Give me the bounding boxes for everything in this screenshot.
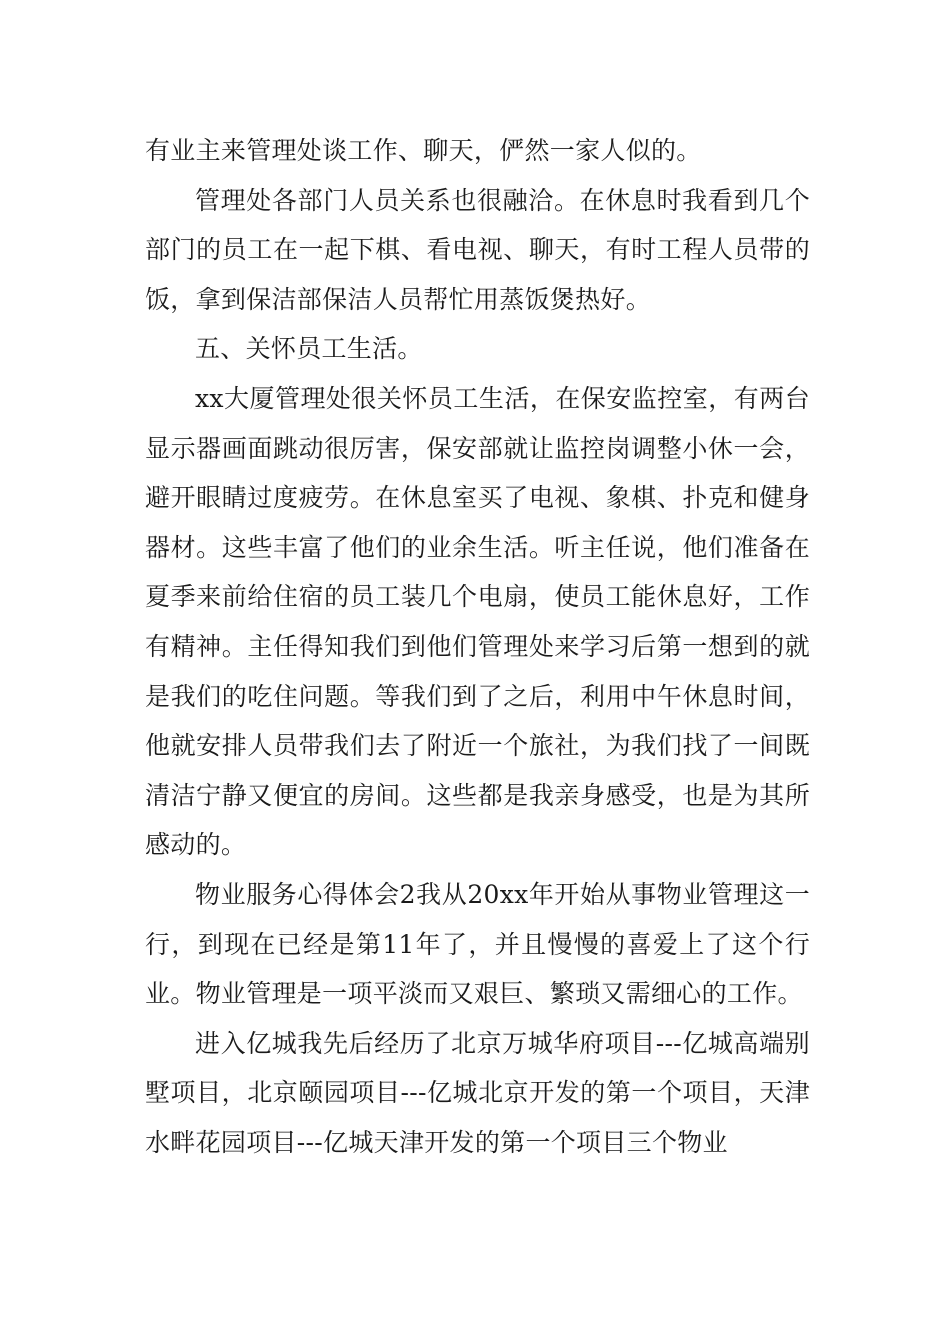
paragraph-4: xx大厦管理处很关怀员工生活，在保安监控室，有两台显示器画面跳动很厉害，保安部就让监控岗调整小休一会，避开眼睛过度疲劳。在休息室买了电视、象棋、扑克和健身器材。这些丰富了他们的业余生活。听主任说，他们准备在夏季来前给住宿的员工装几个电扇，使员工能休息好，工作有精神。主任得知我们到他们管理处来学习后第一想到的就是我们的吃住问题。等我们到了之后，利用中午休息时间，他就安排人员带我们去了附近一个旅社，为我们找了一间既清洁宁静又便宜的房间。这些都是我亲身感受，也是为其所感动的。 [145, 383, 810, 860]
paragraph-1: 有业主来管理处谈工作、聊天，俨然一家人似的。 [145, 136, 702, 165]
document-body [145, 126, 810, 1167]
paragraph-6: 进入亿城我先后经历了北京万城华府项目---亿城高端别墅项目，北京颐园项目---亿城北京开发的第一个项目，天津水畔花园项目---亿城天津开发的第一个项目三个物业 [145, 1028, 810, 1157]
paragraph-3-heading: 五、关怀员工生活。 [195, 334, 423, 364]
paragraph-2: 管理处各部门人员关系也很融洽。在休息时我看到几个部门的员工在一起下棋、看电视、聊天，有时工程人员带的饭，拿到保洁部保洁人员帮忙用蒸饭煲热好。 [145, 185, 810, 314]
paragraph-5: 物业服务心得体会2我从20xx年开始从事物业管理这一行，到现在已经是第11年了，并且慢慢的喜爱上了这个行业。物业管理是一项平淡而又艰巨、繁琐又需细心的工作。 [145, 879, 810, 1009]
